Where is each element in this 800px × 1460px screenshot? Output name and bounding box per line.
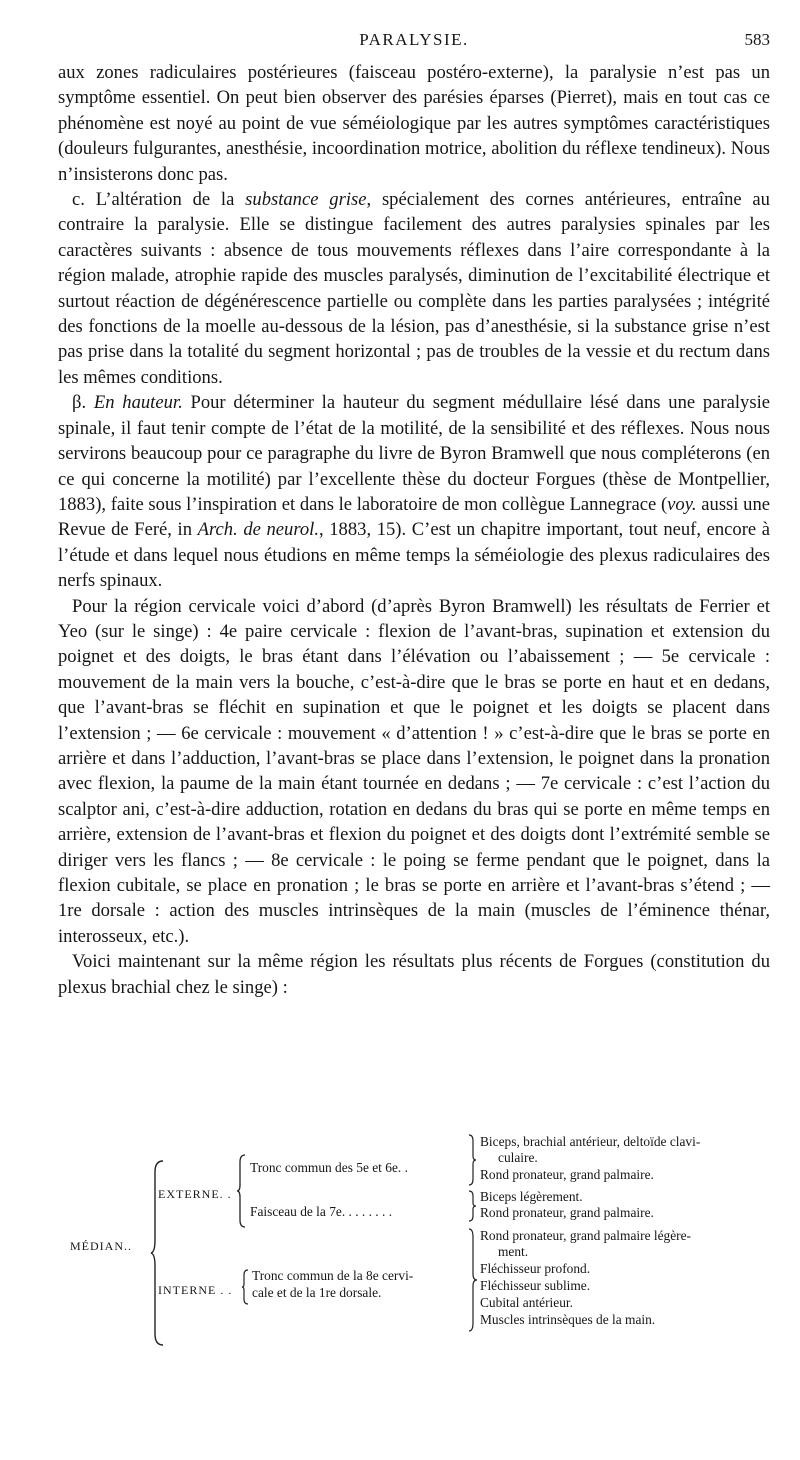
text-span: aussi une Revue de Feré, in (58, 493, 770, 541)
res-8-line5: Cubital antérieur. (480, 1295, 573, 1310)
res-7-line2: Rond pronateur, grand palmaire. (480, 1205, 654, 1220)
paragraph-en-hauteur (58, 390, 770, 593)
res-56-line1: Biceps, brachial antérieur, deltoïde clavi- (480, 1134, 701, 1149)
emphasis: Arch. de neurol. (197, 519, 319, 541)
emphasis: voy. (667, 493, 697, 515)
table-root-label: MÉDIAN.. (70, 1239, 132, 1253)
res-8-line3: Fléchisseur profond. (480, 1261, 591, 1276)
res-8-line2: ment. (498, 1244, 529, 1259)
table-externe-label: EXTERNE. . (158, 1187, 232, 1201)
table-interne-label: INTERNE . . (158, 1283, 233, 1297)
res-8-line4: Fléchisseur sublime. (480, 1278, 591, 1293)
res-8-line1: Rond pronateur, grand palmaire légère- (480, 1228, 692, 1243)
table-tronc-8-line1: Tronc commun de la 8e cervi- (252, 1268, 414, 1283)
page-number: 583 (744, 30, 770, 49)
paragraph-substance-grise (58, 187, 770, 390)
brace-externe (236, 1154, 246, 1228)
emphasis: En hauteur. (93, 392, 183, 414)
text-span: c. L’altération de la (72, 189, 246, 211)
page-body (58, 60, 770, 1000)
running-head: PARALYSIE. (359, 30, 469, 49)
table-faisceau-7: Faisceau de la 7e. . . . . . . . (250, 1204, 393, 1219)
table-tronc-56: Tronc commun des 5e et 6e. . (250, 1160, 408, 1175)
page-header (58, 30, 770, 56)
brace-res-7 (468, 1190, 477, 1222)
emphasis: substance grise (245, 189, 367, 211)
res-56-line3: Rond pronateur, grand palmaire. (480, 1167, 654, 1182)
res-56-line2: culaire. (498, 1150, 538, 1165)
res-8-line6: Muscles intrinsèques de la main. (480, 1312, 656, 1327)
text-span: Pour déterminer la hauteur du segment médullaire lésé dans une paralysie spinale, il faut tenir compte de l’état de la motilité, de la sensibilité et des réflexes. Nous nous servirons beaucoup pour ce paragraphe du livre de Byron Bramwell que nous compléterons (en ce qui concerne la motilité) par l’excellente thèse du docteur Forgues (thèse de Montpellier, 1883), faite sous l’inspiration et dans le laboratoire de mon collègue Lannegrace ( (58, 392, 770, 515)
text-span: , spécialement des cornes antérieures, entraîne au contraire la paralysie. Elle se distingue facilement des autres paralysies spinales par les caractères suivants : absence de tous mouvements réflexes dans l’aire correspondante à la région malade, atrophie rapide des muscles paralysés, diminution de l’excitabilité électrique et surtout réaction de dégénérescence partielle ou complète dans les parties paralysées ; intégrité des fonctions de la moelle au-dessous de la lésion, pas d’anesthésie, si la substance grise n’est pas prise dans la totalité du segment horizontal ; pas de troubles de la vessie et du rectum dans les mêmes conditions. (58, 189, 770, 388)
paragraph-1: aux zones radiculaires postérieures (faisceau postéro-externe), la paralysie n’est pas un symptôme essentiel. On peut bien observer des parésies éparses (Pierret), mais en tout cas ce phénomène est noyé au point de vue séméiologique par les autres symptômes caractéristiques (douleurs fulgurantes, anesthésie, incoordination motrice, abolition du réflexe tendineux). Nous n’insisterons donc pas. (58, 62, 770, 185)
brace-res-56 (468, 1134, 477, 1186)
paragraph-forgues: Voici maintenant sur la même région les résultats plus récents de Forgues (constitution du plexus brachial chez le singe) : (58, 951, 770, 998)
brace-interne (241, 1269, 249, 1305)
brace-res-8 (468, 1228, 478, 1332)
text-span: β. (72, 392, 94, 414)
paragraph-region-cervicale: Pour la région cervicale voici d’abord (d’après Byron Bramwell) les résultats de Ferrier et Yeo (sur le singe) : 4e paire cervicale : flexion de l’avant-bras, supination et extension du poignet et des doigts, le bras étant dans l’élévation ou l’abaissement ; — 5e cervicale : mouvement de la main vers la bouche, c’est-à-dire que le bras se porte en haut et en dedans, que l’avant-bras se fléchit en supination et que le poignet et les doigts se placent dans l’extension ; — 6e cervicale : mouvement « d’attention ! » c’est-à-dire que le bras se porte en arrière et dans l’adduction, l’avant-bras se place dans l’extension, le poignet dans la pronation avec flexion, la paume de la main étant tournée en dedans ; — 7e cervicale : c’est l’action du scalptor ani, c’est-à-dire adduction, rotation en dedans du bras qui se porte en même temps en arrière, extension de l’avant-bras et flexion du poignet et des doigts dont l’extrémité semble se diriger vers les flancs ; — 8e cervicale : le poing se ferme pendant que le poignet, dans la flexion cubitale, se place en pronation ; le bras se porte en arrière et l’avant-bras s’étend ; — 1re dorsale : action des muscles intrinsèques de la main (muscles de l’éminence thénar, interosseux, etc.). (58, 595, 770, 947)
text-span: , 1883, 15). C’est un chapitre important, tout neuf, encore à l’étude et dans lequel nous étudions en même temps la séméiologie des plexus radiculaires des nerfs spinaux. (58, 519, 771, 592)
res-7-line1: Biceps légèrement. (480, 1189, 583, 1204)
plexus-table (58, 1132, 788, 1332)
table-tronc-8-line2: cale et de la 1re dorsale. (252, 1285, 382, 1300)
